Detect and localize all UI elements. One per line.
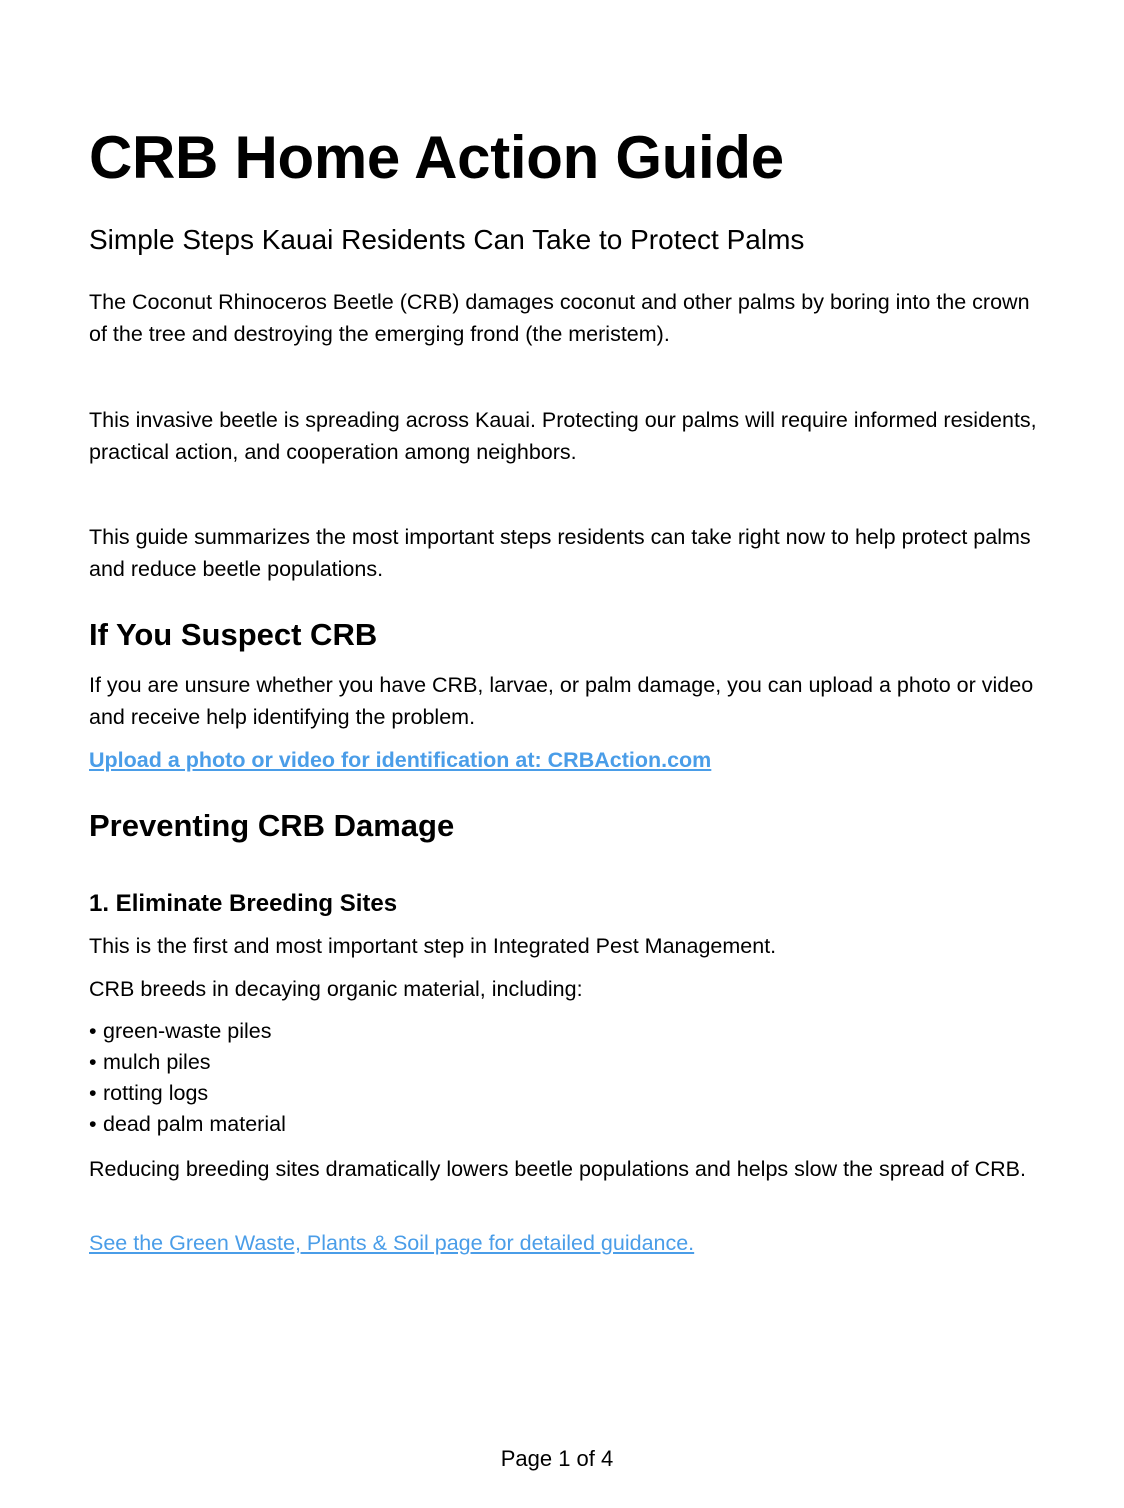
breeding-material-intro: CRB breeds in decaying organic material, including: — [89, 977, 583, 1001]
list-item: • green-waste piles — [89, 1016, 286, 1047]
suspect-crb-heading: If You Suspect CRB — [89, 617, 378, 652]
intro-paragraph-3: This guide summarizes the most important steps residents can take right now to help protect palms and reduce beetle populations. — [89, 525, 1031, 581]
list-item: • mulch piles — [89, 1047, 286, 1078]
green-waste-guidance-link[interactable]: See the Green Waste, Plants & Soil page for detailed guidance. — [89, 1231, 695, 1255]
page-subtitle: Simple Steps Kauai Residents Can Take to Protect Palms — [89, 224, 805, 255]
upload-identification-link[interactable]: Upload a photo or video for identification at: CRBAction.com — [89, 748, 712, 772]
suspect-crb-body: If you are unsure whether you have CRB, larvae, or palm damage, you can upload a photo or video and receive help identifying the problem. — [89, 673, 1034, 729]
breeding-sites-list — [89, 1016, 286, 1140]
eliminate-breeding-sites-heading: 1. Eliminate Breeding Sites — [89, 890, 398, 917]
intro-paragraph-2: This invasive beetle is spreading across Kauai. Protecting our palms will require informed residents, practical action, and cooperation among neighbors. — [89, 408, 1037, 464]
page-number: Page 1 of 4 — [500, 1446, 614, 1471]
intro-paragraph-1: The Coconut Rhinoceros Beetle (CRB) damages coconut and other palms by boring into the crown of the tree and destroying the emerging frond (the meristem). — [89, 290, 1030, 346]
ipm-first-step-text: This is the first and most important step in Integrated Pest Management. — [89, 934, 777, 958]
breeding-sites-closing: Reducing breeding sites dramatically lowers beetle populations and helps slow the spread of CRB. — [89, 1157, 1026, 1181]
preventing-damage-heading: Preventing CRB Damage — [89, 808, 455, 843]
page-title: CRB Home Action Guide — [89, 124, 784, 191]
list-item: • rotting logs — [89, 1078, 286, 1109]
list-item: • dead palm material — [89, 1109, 286, 1140]
